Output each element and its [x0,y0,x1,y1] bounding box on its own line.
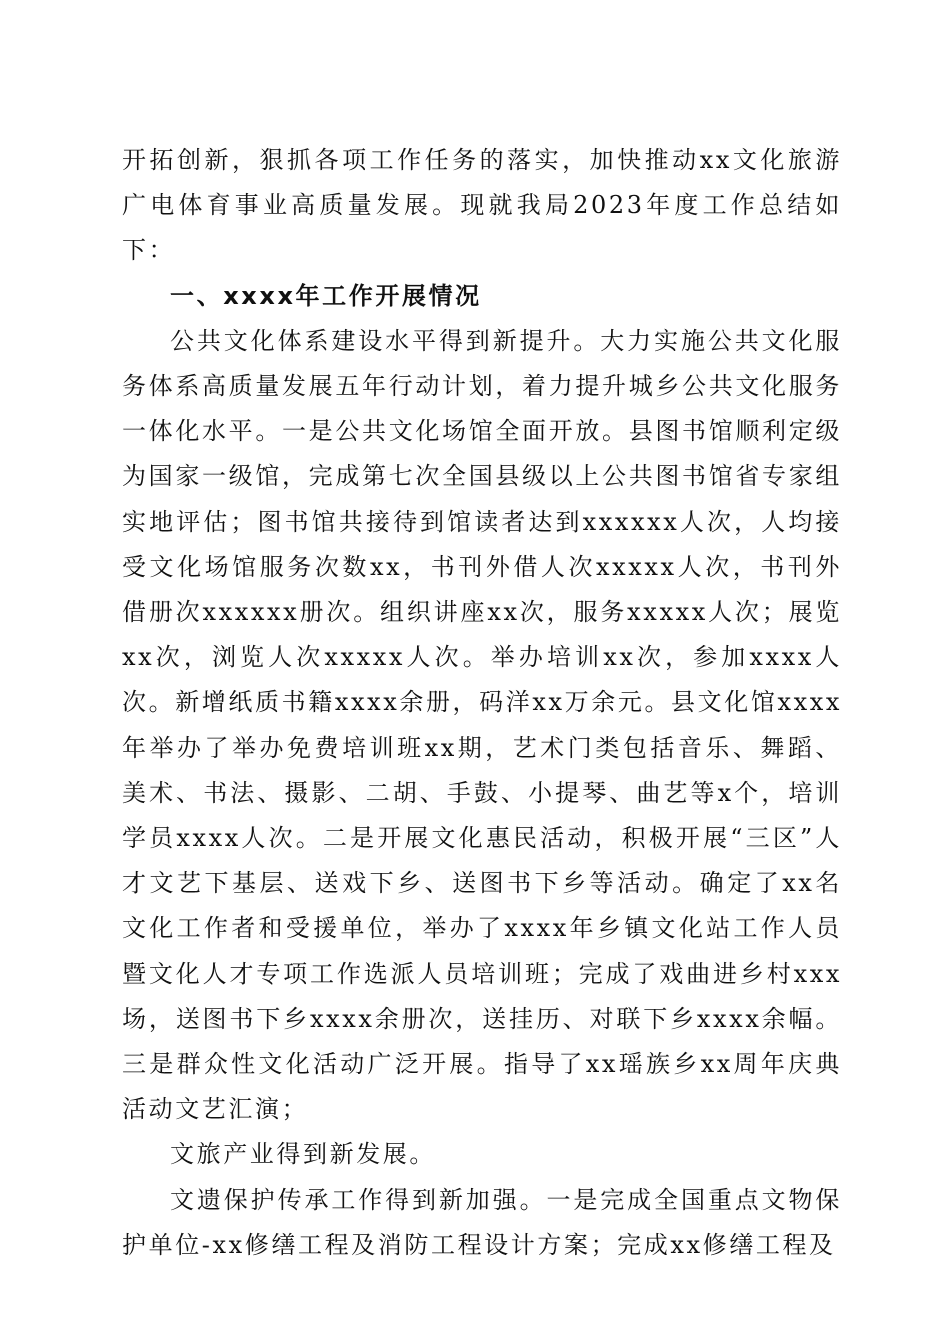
paragraph-public-culture: 公共文化体系建设水平得到新提升。大力实施公共文化服务体系高质量发展五年行动计划，着力提升城乡公共文化服务一体化水平。一是公共文化场馆全面开放。县图书馆顺利定级为国家一级馆，完成第七次全国县级以上公共图书馆省专家组实地评估；图书馆共接待到馆读者达到xxxxxx人次，人均接受文化场馆服务次数xx，书刊外借人次xxxxx人次，书刊外借册次xxxxxx册次。组织讲座xx次，服务xxxxx人次；展览xx次，浏览人次xxxxx人次。举办培训xx次，参加xxxx人次。新增纸质书籍xxxx余册，码洋xx万余元。县文化馆xxxx年举办了举办免费培训班xx期，艺术门类包括音乐、舞蹈、美术、书法、摄影、二胡、手鼓、小提琴、曲艺等x个，培训学员xxxx人次。二是开展文化惠民活动，积极开展“三区”人才文艺下基层、送戏下乡、送图书下乡等活动。确定了xx名文化工作者和受援单位，举办了xxxx年乡镇文化站工作人员暨文化人才专项工作选派人员培训班；完成了戏曲进乡村xxx场，送图书下乡xxxx余册次，送挂历、对联下乡xxxx余幅。三是群众性文化活动广泛开展。指导了xx瑶族乡xx周年庆典活动文艺汇演； [122,326,842,1124]
document-body [122,138,842,1268]
paragraph-intro-continuation: 开拓创新，狠抓各项工作任务的落实，加快推动xx文化旅游广电体育事业高质量发展。现就我局2023年度工作总结如下： [122,146,842,265]
section-heading: 一、xxxx年工作开展情况 [170,281,482,310]
paragraph-tourism-industry: 文旅产业得到新发展。 [170,1140,436,1169]
paragraph-heritage-protection: 文遗保护传承工作得到新加强。一是完成全国重点文物保护单位-xx修缮工程及消防工程设计方案；完成xx修缮工程及 [122,1185,842,1259]
